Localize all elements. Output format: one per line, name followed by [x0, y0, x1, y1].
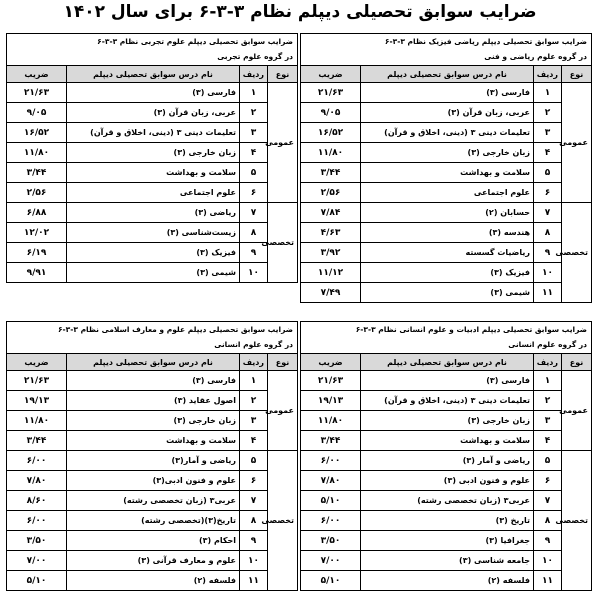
lesson-name-cell: تعلیمات دینی ۳ (دینی، اخلاق و قرآن) — [67, 123, 240, 143]
lesson-name-cell: علوم اجتماعی — [67, 183, 240, 203]
lesson-name-cell: فیزیک (۳) — [361, 263, 534, 283]
row-index-cell: ۸ — [240, 223, 268, 243]
coefficient-cell: ۱۹/۱۳ — [301, 391, 361, 411]
coefficient-cell: ۷/۰۰ — [301, 551, 361, 571]
row-index-cell: ۱۰ — [534, 551, 562, 571]
row-index-cell: ۱۰ — [240, 263, 268, 283]
row-index-cell: ۶ — [240, 471, 268, 491]
lesson-name-cell: علوم و معارف قرآنی (۳) — [67, 551, 240, 571]
coefficient-cell: ۲۱/۶۳ — [7, 83, 67, 103]
coefficient-cell: ۵/۱۰ — [301, 491, 361, 511]
table-row — [7, 143, 298, 163]
column-header-index: ردیف — [240, 354, 268, 371]
table-row — [7, 263, 298, 283]
table-row — [7, 411, 298, 431]
lesson-name-cell: فلسفه (۲) — [67, 571, 240, 591]
table-row — [7, 451, 298, 471]
table-row — [7, 491, 298, 511]
lesson-name-cell: شیمی (۳) — [67, 263, 240, 283]
row-index-cell: ۱۱ — [534, 283, 562, 303]
row-index-cell: ۹ — [534, 243, 562, 263]
row-index-cell: ۱ — [240, 83, 268, 103]
table-row — [301, 143, 592, 163]
coefficient-cell: ۳/۵۰ — [7, 531, 67, 551]
coefficient-cell: ۲۱/۶۳ — [301, 371, 361, 391]
column-header-coefficient: ضریب — [7, 66, 67, 83]
lesson-name-cell: فارسی (۳) — [361, 83, 534, 103]
table-row — [301, 83, 592, 103]
lesson-name-cell: تاریخ (۳) — [361, 511, 534, 531]
coefficients-table — [300, 353, 592, 591]
table-row — [301, 531, 592, 551]
coefficient-cell: ۱۶/۵۲ — [301, 123, 361, 143]
lesson-name-cell: عربی۳ (زبان تخصصی رشته) — [361, 491, 534, 511]
coefficient-cell: ۱۱/۸۰ — [7, 143, 67, 163]
table-row — [301, 511, 592, 531]
table-row — [7, 391, 298, 411]
coefficient-cell: ۷/۸۰ — [301, 471, 361, 491]
table-row — [7, 471, 298, 491]
row-index-cell: ۲ — [534, 103, 562, 123]
row-index-cell: ۵ — [534, 163, 562, 183]
row-index-cell: ۳ — [240, 411, 268, 431]
coefficient-cell: ۳/۴۴ — [7, 431, 67, 451]
row-index-cell: ۴ — [240, 143, 268, 163]
column-header-index: ردیف — [240, 66, 268, 83]
row-index-cell: ۶ — [534, 183, 562, 203]
row-index-cell: ۴ — [240, 431, 268, 451]
lesson-name-cell: تاریخ(۳)(تخصصی رشته) — [67, 511, 240, 531]
table-row — [301, 451, 592, 471]
row-index-cell: ۹ — [240, 531, 268, 551]
table-row — [7, 183, 298, 203]
table-row — [301, 223, 592, 243]
special-category-cell: تخصصی — [562, 203, 592, 303]
column-header-index: ردیف — [534, 354, 562, 371]
row-index-cell: ۵ — [240, 451, 268, 471]
lesson-name-cell: اصول عقاید (۳) — [67, 391, 240, 411]
coefficient-cell: ۳/۹۲ — [301, 243, 361, 263]
lesson-name-cell: عربی، زبان قرآن (۳) — [361, 103, 534, 123]
lesson-name-cell: فارسی (۳) — [361, 371, 534, 391]
table-block-experimental-sciences — [6, 33, 298, 283]
lesson-name-cell: زبان خارجی (۳) — [361, 143, 534, 163]
table-row — [301, 263, 592, 283]
lesson-name-cell: فیزیک (۳) — [67, 243, 240, 263]
coefficient-cell: ۱۲/۰۲ — [7, 223, 67, 243]
coefficient-cell: ۶/۰۰ — [7, 511, 67, 531]
table-row — [7, 243, 298, 263]
column-header-lesson: نام درس سوابق تحصیلی دیپلم — [361, 354, 534, 371]
special-category-cell: تخصصی — [562, 451, 592, 591]
row-index-cell: ۷ — [240, 203, 268, 223]
coefficient-cell: ۹/۰۵ — [7, 103, 67, 123]
table-row — [301, 471, 592, 491]
coefficient-cell: ۳/۵۰ — [301, 531, 361, 551]
row-index-cell: ۵ — [240, 163, 268, 183]
lesson-name-cell: زیست‌شناسی (۳) — [67, 223, 240, 243]
row-index-cell: ۷ — [240, 491, 268, 511]
row-index-cell: ۸ — [240, 511, 268, 531]
lesson-name-cell: حسابان (۲) — [361, 203, 534, 223]
table-row — [7, 371, 298, 391]
table-row — [7, 83, 298, 103]
lesson-name-cell: زبان خارجی (۳) — [361, 411, 534, 431]
lesson-name-cell: ریاضیات گسسته — [361, 243, 534, 263]
table-row — [301, 183, 592, 203]
column-header-index: ردیف — [534, 66, 562, 83]
coefficient-cell: ۱۱/۸۰ — [301, 411, 361, 431]
coefficient-cell: ۹/۰۵ — [301, 103, 361, 123]
lesson-name-cell: علوم و فنون ادبی (۳) — [361, 471, 534, 491]
row-index-cell: ۵ — [534, 451, 562, 471]
coefficient-cell: ۱۶/۵۲ — [7, 123, 67, 143]
coefficient-cell: ۵/۱۰ — [7, 571, 67, 591]
lesson-name-cell: تعلیمات دینی ۳ (دینی، اخلاق و قرآن) — [361, 391, 534, 411]
table-subheader: در گروه علوم تجربی — [6, 49, 298, 65]
table-row — [301, 491, 592, 511]
row-index-cell: ۴ — [534, 143, 562, 163]
table-row — [7, 103, 298, 123]
table-row — [301, 163, 592, 183]
row-index-cell: ۴ — [534, 431, 562, 451]
row-index-cell: ۲ — [240, 103, 268, 123]
table-row — [301, 571, 592, 591]
general-category-cell: عمومی — [562, 371, 592, 451]
table-row — [301, 243, 592, 263]
coefficient-cell: ۷/۸۴ — [301, 203, 361, 223]
lesson-name-cell: فارسی (۳) — [67, 371, 240, 391]
table-row — [301, 283, 592, 303]
coefficient-cell: ۲۱/۶۳ — [7, 371, 67, 391]
row-index-cell: ۱ — [534, 83, 562, 103]
row-index-cell: ۶ — [534, 471, 562, 491]
table-row — [301, 203, 592, 223]
lesson-name-cell: تعلیمات دینی ۳ (دینی، اخلاق و قرآن) — [361, 123, 534, 143]
coefficient-cell: ۶/۸۸ — [7, 203, 67, 223]
row-index-cell: ۳ — [534, 411, 562, 431]
coefficient-cell: ۶/۰۰ — [7, 451, 67, 471]
table-header-row — [301, 354, 592, 371]
column-header-category: نوع — [268, 66, 298, 83]
coefficient-cell: ۱۱/۱۲ — [301, 263, 361, 283]
row-index-cell: ۱۰ — [240, 551, 268, 571]
row-index-cell: ۸ — [534, 223, 562, 243]
coefficient-cell: ۳/۴۴ — [301, 163, 361, 183]
row-index-cell: ۲ — [240, 391, 268, 411]
table-header: ضرایب سوابق تحصیلی دیپلم علوم تجربی نظام ۳-۳-۶ — [6, 33, 298, 49]
column-header-category: نوع — [562, 354, 592, 371]
table-row — [301, 391, 592, 411]
coefficient-cell: ۲/۵۶ — [301, 183, 361, 203]
row-index-cell: ۷ — [534, 491, 562, 511]
lesson-name-cell: ریاضی (۳) — [67, 203, 240, 223]
table-header: ضرایب سوابق تحصیلی دیپلم ریاضی فیزیک نظام ۳-۳-۶ — [300, 33, 592, 49]
page-title: ضرایب سوابق تحصیلی دیپلم نظام ۳-۳-۶ برای سال ۱۴۰۲ — [63, 2, 537, 22]
column-header-lesson: نام درس سوابق تحصیلی دیپلم — [361, 66, 534, 83]
coefficients-table — [6, 353, 298, 591]
lesson-name-cell: فلسفه (۲) — [361, 571, 534, 591]
coefficient-cell: ۷/۰۰ — [7, 551, 67, 571]
row-index-cell: ۱۱ — [534, 571, 562, 591]
table-subheader: در گروه علوم انسانی — [6, 337, 298, 353]
lesson-name-cell: ریاضی و آمار(۳) — [67, 451, 240, 471]
lesson-name-cell: سلامت و بهداشت — [361, 163, 534, 183]
special-category-cell: تخصصی — [268, 203, 298, 283]
lesson-name-cell: سلامت و بهداشت — [67, 163, 240, 183]
row-index-cell: ۹ — [534, 531, 562, 551]
coefficient-cell: ۸/۶۰ — [7, 491, 67, 511]
coefficient-cell: ۵/۱۰ — [301, 571, 361, 591]
row-index-cell: ۲ — [534, 391, 562, 411]
lesson-name-cell: جغرافیا (۳) — [361, 531, 534, 551]
table-row — [7, 531, 298, 551]
lesson-name-cell: احکام (۳) — [67, 531, 240, 551]
table-row — [301, 123, 592, 143]
lesson-name-cell: هندسه (۳) — [361, 223, 534, 243]
coefficients-table — [300, 65, 592, 303]
lesson-name-cell: شیمی (۳) — [361, 283, 534, 303]
lesson-name-cell: سلامت و بهداشت — [67, 431, 240, 451]
coefficient-cell: ۷/۸۰ — [7, 471, 67, 491]
coefficient-cell: ۷/۴۹ — [301, 283, 361, 303]
lesson-name-cell: علوم و فنون ادبی(۳) — [67, 471, 240, 491]
special-category-cell: تخصصی — [268, 451, 298, 591]
coefficient-cell: ۶/۱۹ — [7, 243, 67, 263]
lesson-name-cell: سلامت و بهداشت — [361, 431, 534, 451]
lesson-name-cell: علوم اجتماعی — [361, 183, 534, 203]
table-row — [301, 103, 592, 123]
coefficient-cell: ۲/۵۶ — [7, 183, 67, 203]
row-index-cell: ۱۰ — [534, 263, 562, 283]
table-subheader: در گروه علوم ریاضی و فنی — [300, 49, 592, 65]
table-block-islamic-studies — [6, 321, 298, 591]
lesson-name-cell: فارسی (۳) — [67, 83, 240, 103]
lesson-name-cell: زبان خارجی (۳) — [67, 143, 240, 163]
table-header-row — [7, 354, 298, 371]
table-row — [7, 223, 298, 243]
coefficient-cell: ۱۱/۸۰ — [7, 411, 67, 431]
table-row — [7, 551, 298, 571]
lesson-name-cell: عربی۳ (زبان تخصصی رشته) — [67, 491, 240, 511]
lesson-name-cell: زبان خارجی (۳) — [67, 411, 240, 431]
coefficient-cell: ۱۹/۱۳ — [7, 391, 67, 411]
column-header-lesson: نام درس سوابق تحصیلی دیپلم — [67, 66, 240, 83]
table-header-row — [7, 66, 298, 83]
row-index-cell: ۹ — [240, 243, 268, 263]
row-index-cell: ۳ — [534, 123, 562, 143]
column-header-coefficient: ضریب — [301, 354, 361, 371]
column-header-category: نوع — [562, 66, 592, 83]
table-header: ضرایب سوابق تحصیلی دیپلم علوم و معارف اسلامی نظام ۳-۳-۶ — [6, 321, 298, 337]
table-row — [7, 123, 298, 143]
coefficient-cell: ۲۱/۶۳ — [301, 83, 361, 103]
column-header-lesson: نام درس سوابق تحصیلی دیپلم — [67, 354, 240, 371]
coefficient-cell: ۳/۴۴ — [301, 431, 361, 451]
general-category-cell: عمومی — [268, 83, 298, 203]
table-header-row — [301, 66, 592, 83]
lesson-name-cell: عربی، زبان قرآن (۳) — [67, 103, 240, 123]
row-index-cell: ۷ — [534, 203, 562, 223]
coefficient-cell: ۹/۹۱ — [7, 263, 67, 283]
column-header-coefficient: ضریب — [301, 66, 361, 83]
row-index-cell: ۱ — [534, 371, 562, 391]
general-category-cell: عمومی — [268, 371, 298, 451]
row-index-cell: ۱ — [240, 371, 268, 391]
coefficient-cell: ۳/۴۴ — [7, 163, 67, 183]
table-row — [7, 163, 298, 183]
table-block-literature-humanities — [300, 321, 592, 591]
table-row — [7, 571, 298, 591]
coefficient-cell: ۴/۶۳ — [301, 223, 361, 243]
table-row — [7, 431, 298, 451]
row-index-cell: ۸ — [534, 511, 562, 531]
lesson-name-cell: ریاضی و آمار (۳) — [361, 451, 534, 471]
table-row — [7, 203, 298, 223]
row-index-cell: ۳ — [240, 123, 268, 143]
row-index-cell: ۶ — [240, 183, 268, 203]
coefficient-cell: ۶/۰۰ — [301, 511, 361, 531]
coefficient-cell: ۶/۰۰ — [301, 451, 361, 471]
table-row — [7, 511, 298, 531]
column-header-coefficient: ضریب — [7, 354, 67, 371]
table-header: ضرایب سوابق تحصیلی دیپلم ادبیات و علوم انسانی نظام ۳-۳-۶ — [300, 321, 592, 337]
table-row — [301, 431, 592, 451]
table-block-math-physics — [300, 33, 592, 303]
table-subheader: در گروه علوم انسانی — [300, 337, 592, 353]
lesson-name-cell: جامعه شناسی (۳) — [361, 551, 534, 571]
coefficient-cell: ۱۱/۸۰ — [301, 143, 361, 163]
column-header-category: نوع — [268, 354, 298, 371]
table-row — [301, 411, 592, 431]
table-row — [301, 371, 592, 391]
coefficients-table — [6, 65, 298, 283]
general-category-cell: عمومی — [562, 83, 592, 203]
row-index-cell: ۱۱ — [240, 571, 268, 591]
table-row — [301, 551, 592, 571]
